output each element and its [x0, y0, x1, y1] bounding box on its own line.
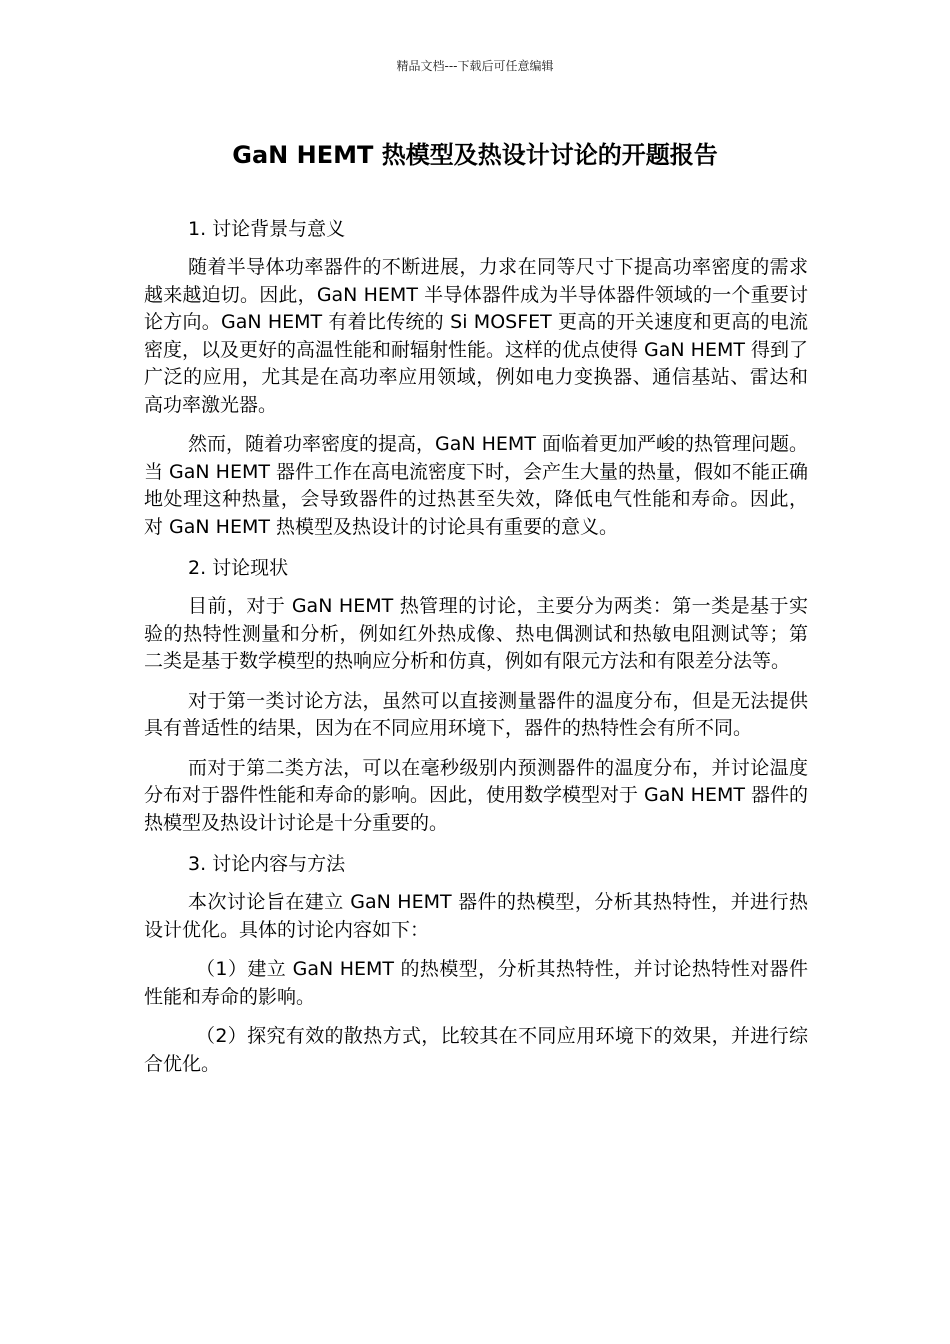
paragraph: 而对于第二类方法，可以在毫秒级别内预测器件的温度分布，并讨论温度分布对于器件性能和寿命的影响。因此，使用数学模型对于 GaN HEMT 器件的热模型及热设计讨论是十分重要的。 — [144, 756, 808, 834]
section-content-methods — [144, 849, 808, 1078]
paragraph: 目前，对于 GaN HEMT 热管理的讨论，主要分为两类：第一类是基于实验的热特性测量和分析，例如红外热成像、热电偶测试和热敏电阻测试等；第二类是基于数学模型的热响应分析和仿真，例如有限元方法和有限差分法等。 — [144, 595, 808, 672]
section-status — [144, 553, 808, 837]
section-heading: 2. 讨论现状 — [188, 557, 289, 579]
paragraph: 随着半导体功率器件的不断进展，力求在同等尺寸下提高功率密度的需求越来越迫切。因此，GaN HEMT 半导体器件成为半导体器件领域的一个重要讨论方向。GaN HEMT 有着比传统的 Si MOSFET 更高的开关速度和更高的电流密度，以及更好的高温性能和耐辐射性能。这样的优点使得 GaN HEMT 得到了广泛的应用，尤其是在高功率应用领域，例如电力变换器、通信基站、雷达和高功率激光器。 — [144, 256, 808, 416]
list-item: （2）探究有效的散热方式，比较其在不同应用环境下的效果，并进行综合优化。 — [144, 1025, 808, 1075]
paragraph: 然而，随着功率密度的提高，GaN HEMT 面临着更加严峻的热管理问题。当 GaN HEMT 器件工作在高电流密度下时，会产生大量的热量，假如不能正确地处理这种热量，会导致器件的过热甚至失效，降低电气性能和寿命。因此，对 GaN HEMT 热模型及热设计的讨论具有重要的意义。 — [144, 433, 808, 538]
paragraph: 本次讨论旨在建立 GaN HEMT 器件的热模型，分析其热特性，并进行热设计优化。具体的讨论内容如下： — [144, 891, 808, 941]
document-body — [144, 214, 808, 1090]
list-item: （1）建立 GaN HEMT 的热模型，分析其热特性，并讨论热特性对器件性能和寿命的影响。 — [144, 958, 808, 1008]
document-title: GaN HEMT 热模型及热设计讨论的开题报告 — [232, 141, 718, 169]
paragraph: 对于第一类讨论方法，虽然可以直接测量器件的温度分布，但是无法提供具有普适性的结果，因为在不同应用环境下，器件的热特性会有所不同。 — [144, 689, 808, 739]
section-heading: 3. 讨论内容与方法 — [188, 853, 346, 875]
section-heading: 1. 讨论背景与意义 — [188, 218, 346, 240]
section-background — [144, 214, 808, 541]
page-header: 精品文档---下载后可任意编辑 — [396, 59, 554, 73]
